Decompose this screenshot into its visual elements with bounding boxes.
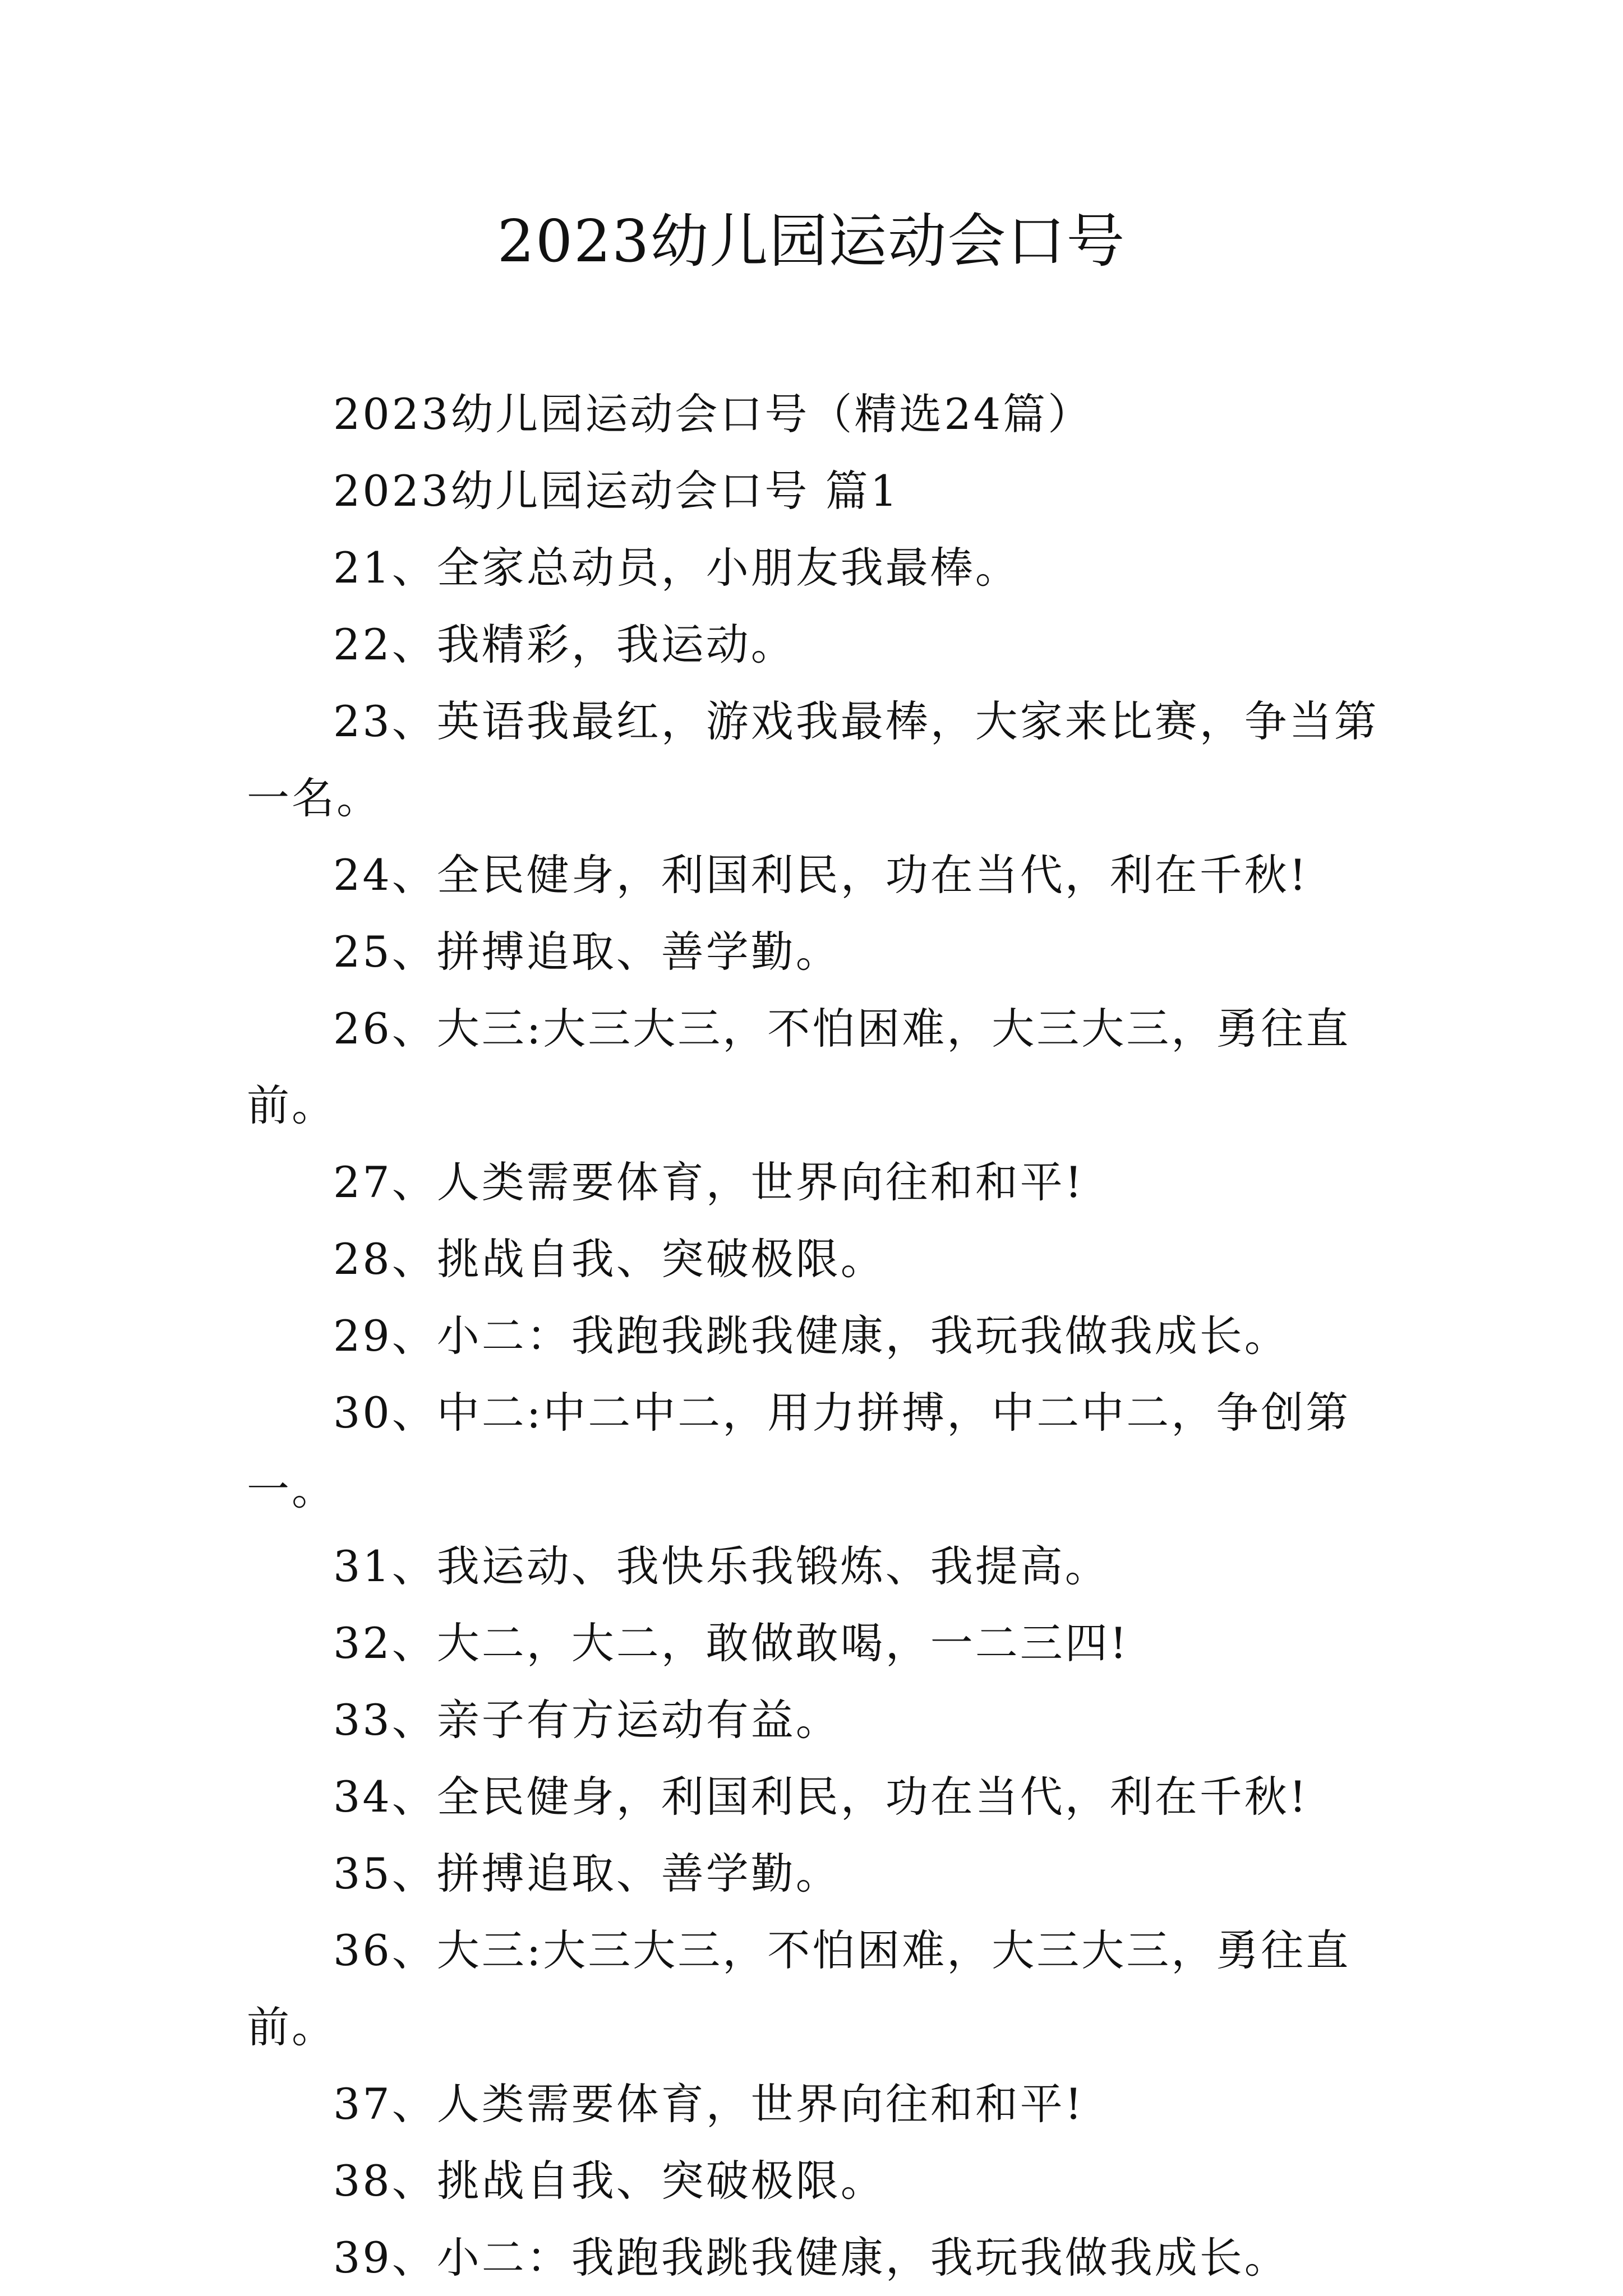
paragraph-slogan-25: 25、拼搏追取、善学勤。 (333, 927, 841, 977)
paragraph-slogan-29: 29、小二：我跑我跳我健康，我玩我做我成长。 (333, 1311, 1289, 1361)
paragraph-slogan-22: 22、我精彩，我运动。 (333, 620, 796, 669)
paragraph-slogan-27: 27、人类需要体育，世界向往和和平! (333, 1157, 1085, 1207)
paragraph-slogan-21: 21、全家总动员，小朋友我最棒。 (333, 543, 1020, 593)
document-body (247, 376, 1391, 2296)
paragraph-slogan-32: 32、大二，大二，敢做敢喝，一二三四! (333, 1618, 1129, 1668)
paragraph-slogan-38: 38、挑战自我、突破极限。 (333, 2156, 886, 2206)
paragraph-slogan-34: 34、全民健身，利国利民，功在当代，利在千秋! (333, 1772, 1309, 1822)
paragraph-slogan-24: 24、全民健身，利国利民，功在当代，利在千秋! (333, 850, 1309, 900)
paragraph-slogan-33: 33、亲子有方运动有益。 (333, 1695, 841, 1745)
paragraph-slogan-39: 39、小二：我跑我跳我健康，我玩我做我成长。 (333, 2233, 1289, 2283)
paragraph-slogan-37: 37、人类需要体育，世界向往和和平! (333, 2079, 1085, 2129)
paragraph-slogan-31: 31、我运动、我快乐我锻炼、我提高。 (333, 1541, 1110, 1591)
document-title: 2023幼儿园运动会口号 (497, 207, 1126, 275)
paragraph-subtitle: 2023幼儿园运动会口号（精选24篇） (333, 389, 1093, 439)
paragraph-slogan-36: 36、大三:大三大三，不怕困难，大三大三，勇往直前。 (247, 1925, 1351, 2052)
paragraph-slogan-28: 28、挑战自我、突破极限。 (333, 1234, 886, 1284)
paragraph-section-heading: 2023幼儿园运动会口号 篇1 (333, 466, 900, 516)
paragraph-slogan-35: 35、拼搏追取、善学勤。 (333, 1849, 841, 1898)
paragraph-slogan-26: 26、大三:大三大三，不怕困难，大三大三，勇往直前。 (247, 1004, 1351, 1130)
paragraph-slogan-30: 30、中二:中二中二，用力拼搏，中二中二，争创第一。 (247, 1388, 1351, 1514)
paragraph-slogan-23: 23、英语我最红，游戏我最棒，大家来比赛，争当第一名。 (247, 696, 1379, 823)
